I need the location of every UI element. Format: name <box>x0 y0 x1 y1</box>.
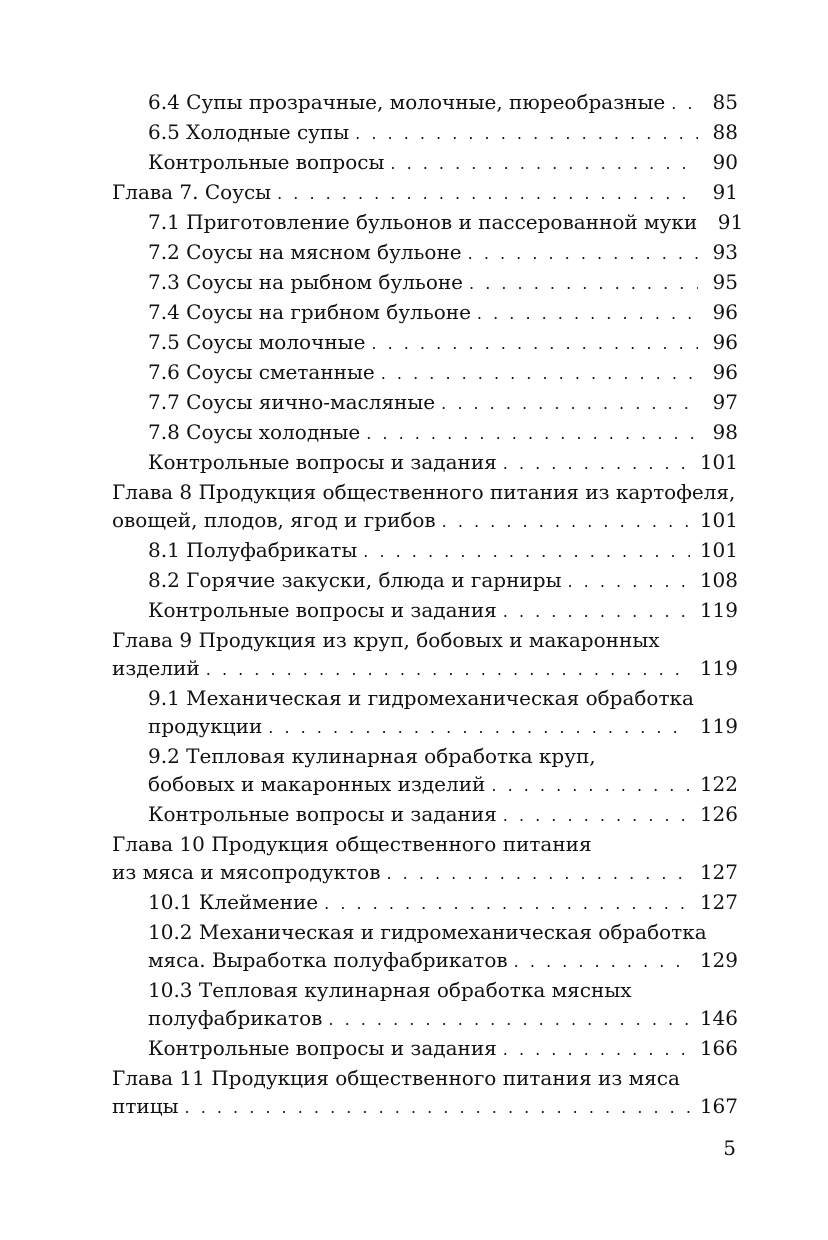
toc-section-entry <box>112 328 738 358</box>
toc-entry-title: Контрольные вопросы и задания <box>148 598 497 622</box>
toc-entry-page: 96 <box>712 300 738 324</box>
toc-entry-title: 7.6 Соусы сметанные <box>148 360 375 384</box>
toc-section-entry <box>112 208 744 238</box>
toc-entry-page: 101 <box>699 508 738 532</box>
dot-leader <box>503 801 690 830</box>
dot-leader <box>441 389 698 418</box>
toc-entry-row <box>148 148 738 178</box>
toc-entry-page: 126 <box>699 802 738 826</box>
toc-entry-title: 8.1 Полуфабрикаты <box>148 538 358 562</box>
toc-entry-page: 119 <box>699 598 738 622</box>
toc-section-entry <box>112 118 738 148</box>
toc-entry-title: овощей, плодов, ягод и грибов <box>112 508 436 532</box>
toc-section-entry <box>112 888 738 918</box>
toc-section-entry <box>112 742 738 800</box>
toc-entry-row <box>148 770 738 800</box>
dot-leader <box>468 239 698 268</box>
toc-section-entry <box>112 536 738 566</box>
toc-section-entry <box>112 88 738 118</box>
dot-leader <box>366 419 698 448</box>
toc-entry-page: 146 <box>699 1006 738 1030</box>
toc-entry-title: Контрольные вопросы и задания <box>148 802 497 826</box>
toc-entry-row <box>148 712 738 742</box>
toc-entry-page: 129 <box>699 948 738 972</box>
toc-entry-title-line: 9.1 Механическая и гидромеханическая обработка <box>148 686 694 710</box>
toc-entry-row <box>148 298 738 328</box>
toc-entry-title-line: 10.3 Тепловая кулинарная обработка мясных <box>148 978 632 1002</box>
dot-leader <box>514 947 690 976</box>
toc-entry-row <box>112 178 738 208</box>
toc-section-entry <box>112 800 738 830</box>
toc-entry-row <box>148 946 738 976</box>
toc-entry-title: Контрольные вопросы и задания <box>148 450 497 474</box>
toc-section-entry <box>112 976 738 1034</box>
dot-leader <box>671 89 698 118</box>
toc-entry-row <box>148 88 738 118</box>
toc-entry-row <box>148 388 738 418</box>
toc-section-entry <box>112 418 738 448</box>
toc-entry-row <box>148 448 738 478</box>
dot-leader <box>568 567 690 596</box>
toc-entry-page: 93 <box>712 240 738 264</box>
toc-entry-title: из мяса и мясопродуктов <box>112 860 381 884</box>
toc-entry-page: 119 <box>699 714 738 738</box>
toc-entry-page: 91 <box>712 180 738 204</box>
dot-leader <box>371 329 698 358</box>
toc-section-entry <box>112 1034 738 1064</box>
toc-entry-page: 119 <box>699 656 738 680</box>
toc-section-entry <box>112 566 738 596</box>
toc-section-entry <box>112 684 738 742</box>
toc-entry-page: 166 <box>699 1036 738 1060</box>
toc-entry-page: 96 <box>712 360 738 384</box>
dot-leader <box>469 269 698 298</box>
toc-section-entry <box>112 268 738 298</box>
toc-entry-row <box>148 536 738 566</box>
toc-entry-title: Контрольные вопросы и задания <box>148 1036 497 1060</box>
toc-entry-title: 7.2 Соусы на мясном бульоне <box>148 240 462 264</box>
toc-entry-page: 122 <box>699 772 738 796</box>
toc-entry-page: 91 <box>717 210 744 234</box>
toc-entry-title-line: 10.2 Механическая и гидромеханическая обработка <box>148 920 707 944</box>
toc-section-entry <box>112 298 738 328</box>
toc-entry-page: 90 <box>712 150 738 174</box>
toc-entry-title: 7.3 Соусы на рыбном бульоне <box>148 270 464 294</box>
toc-entry-title: 10.1 Клеймение <box>148 890 319 914</box>
dot-leader <box>503 597 690 626</box>
toc-section-entry <box>112 238 738 268</box>
toc-entry-title: Контрольные вопросы <box>148 150 385 174</box>
toc-chapter-entry <box>112 178 738 208</box>
dot-leader <box>206 655 690 684</box>
toc-chapter-entry <box>112 626 738 684</box>
dot-leader <box>503 449 690 478</box>
toc-entry-row <box>148 418 738 448</box>
dot-leader <box>503 1035 690 1064</box>
page-number: 5 <box>723 1136 736 1160</box>
toc-entry-row <box>148 888 738 918</box>
toc-entry-title: 6.4 Супы прозрачные, молочные, пюреобразные <box>148 90 666 114</box>
dot-leader <box>442 507 690 536</box>
toc-entry-title-line: Глава 9 Продукция из круп, бобовых и макаронных <box>112 628 660 652</box>
toc-entry-row <box>148 566 738 596</box>
dot-leader <box>381 359 698 388</box>
toc-entry-row <box>148 800 738 830</box>
toc-entry-title: 7.5 Соусы молочные <box>148 330 366 354</box>
toc-entry-row <box>148 118 738 148</box>
toc-section-entry <box>112 596 738 626</box>
toc-entry-title: полуфабрикатов <box>148 1006 323 1030</box>
dot-leader <box>355 119 698 148</box>
toc-section-entry <box>112 918 738 976</box>
toc-entry-title: 7.4 Соусы на грибном бульоне <box>148 300 471 324</box>
dot-leader <box>268 713 690 742</box>
toc-entry-page: 101 <box>699 538 738 562</box>
toc-entry-title: Глава 7. Соусы <box>112 180 272 204</box>
toc-entry-row <box>148 1004 738 1034</box>
dot-leader <box>390 149 698 178</box>
dot-leader <box>363 537 690 566</box>
toc-entry-title: 7.7 Соусы яично-масляные <box>148 390 436 414</box>
dot-leader <box>324 889 690 918</box>
toc-entry-title: 7.8 Соусы холодные <box>148 420 361 444</box>
toc-entry-page: 96 <box>712 330 738 354</box>
toc-entry-page: 167 <box>699 1094 738 1118</box>
table-of-contents <box>112 88 744 1122</box>
toc-section-entry <box>112 148 738 178</box>
toc-entry-page: 98 <box>712 420 738 444</box>
toc-entry-row <box>148 238 738 268</box>
toc-entry-page: 95 <box>712 270 738 294</box>
toc-entry-title: мяса. Выработка полуфабрикатов <box>148 948 508 972</box>
toc-entry-title: 6.5 Холодные супы <box>148 120 350 144</box>
toc-entry-title-line: 9.2 Тепловая кулинарная обработка круп, <box>148 744 596 768</box>
toc-entry-page: 88 <box>712 120 738 144</box>
toc-entry-page: 127 <box>699 890 738 914</box>
toc-entry-row <box>112 654 738 684</box>
toc-entry-row <box>148 328 738 358</box>
toc-section-entry <box>112 448 738 478</box>
dot-leader <box>277 179 698 208</box>
toc-entry-row <box>112 506 738 536</box>
toc-entry-title: продукции <box>148 714 263 738</box>
toc-entry-title-line: Глава 10 Продукция общественного питания <box>112 832 592 856</box>
toc-entry-page: 101 <box>699 450 738 474</box>
toc-entry-page: 85 <box>712 90 738 114</box>
toc-entry-title: 8.2 Горячие закуски, блюда и гарниры <box>148 568 562 592</box>
toc-entry-row <box>148 1034 738 1064</box>
toc-entry-title: изделий <box>112 656 200 680</box>
dot-leader <box>386 859 689 888</box>
toc-entry-row <box>148 358 738 388</box>
toc-entry-title-line: Глава 8 Продукция общественного питания из картофеля, <box>112 480 736 504</box>
toc-chapter-entry <box>112 1064 738 1122</box>
toc-entry-row <box>112 1092 738 1122</box>
toc-entry-page: 97 <box>712 390 738 414</box>
toc-entry-title: бобовых и макаронных изделий <box>148 772 486 796</box>
toc-entry-row <box>148 268 738 298</box>
dot-leader <box>185 1093 690 1122</box>
toc-entry-title: птицы <box>112 1094 179 1118</box>
dot-leader <box>491 771 689 800</box>
toc-chapter-entry <box>112 830 738 888</box>
toc-entry-title: 7.1 Приготовление бульонов и пассерованной муки <box>148 210 698 234</box>
toc-section-entry <box>112 388 738 418</box>
toc-entry-page: 108 <box>699 568 738 592</box>
dot-leader <box>328 1005 689 1034</box>
toc-entry-page: 127 <box>699 860 738 884</box>
dot-leader <box>477 299 698 328</box>
toc-chapter-entry <box>112 478 738 536</box>
toc-section-entry <box>112 358 738 388</box>
toc-entry-title-line: Глава 11 Продукция общественного питания из мяса <box>112 1066 680 1090</box>
toc-entry-row <box>112 858 738 888</box>
toc-entry-row <box>148 596 738 626</box>
toc-entry-row <box>148 208 744 238</box>
